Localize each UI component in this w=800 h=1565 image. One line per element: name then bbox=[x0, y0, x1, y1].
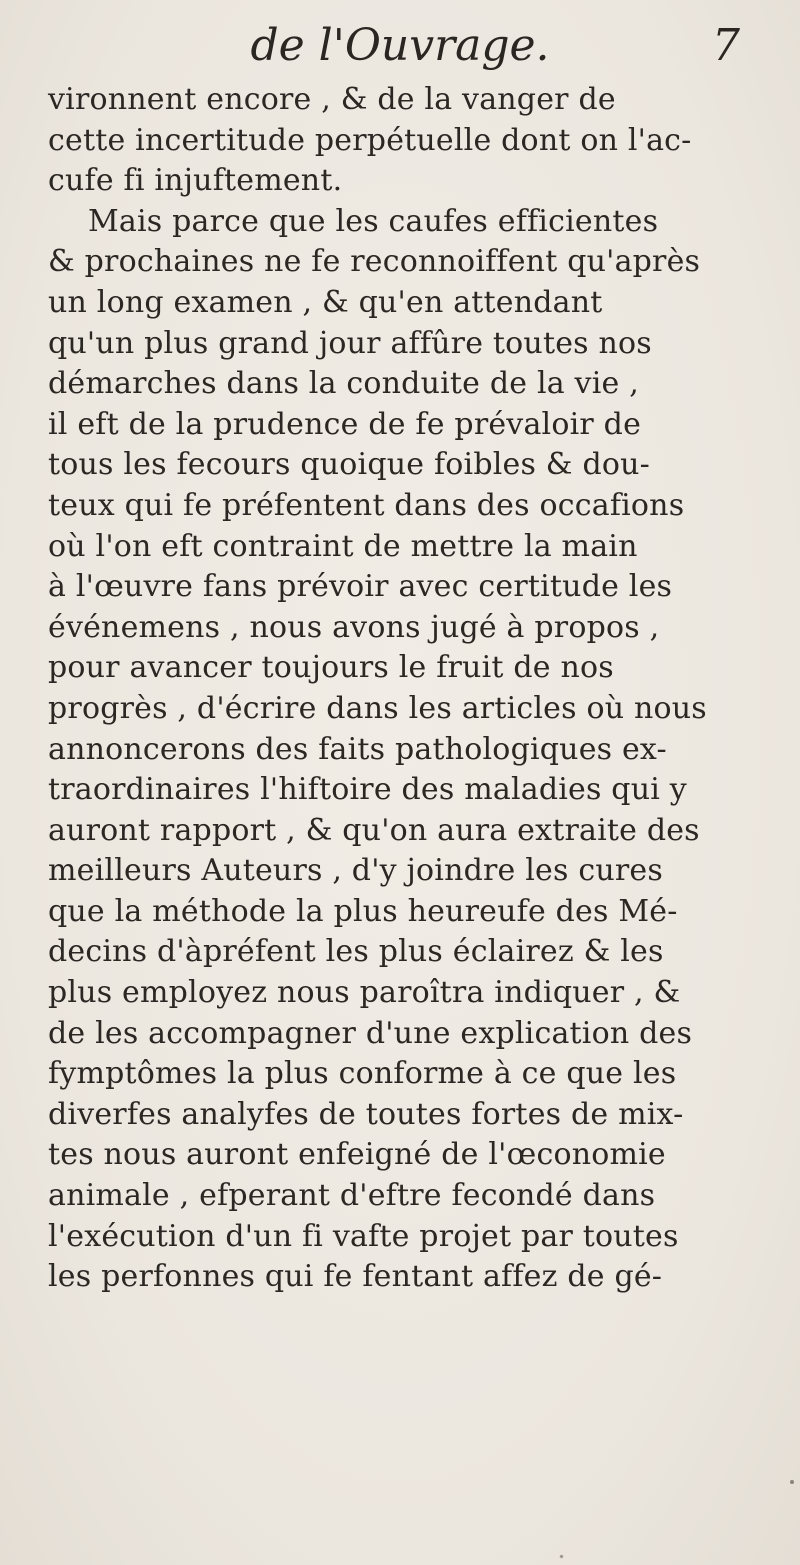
text-line: pour avancer toujours le fruit de nos bbox=[48, 650, 614, 686]
text-line: l'exécution d'un fi vafte projet par toutes bbox=[48, 1218, 679, 1254]
text-line: plus employez nous paroîtra indiquer , & bbox=[48, 975, 681, 1011]
text-line: cufe fi injuftement. bbox=[48, 163, 343, 199]
text-line: annoncerons des faits pathologiques ex- bbox=[48, 731, 667, 767]
paper-speck bbox=[559, 1554, 563, 1558]
paragraph-start-line: Mais parce que les caufes efficientes bbox=[88, 203, 659, 239]
text-line: cette incertitude perpétuelle dont on l'ac- bbox=[48, 122, 692, 158]
text-line: meilleurs Auteurs , d'y joindre les cures bbox=[48, 853, 663, 889]
text-line: à l'œuvre fans prévoir avec certitude les bbox=[48, 569, 673, 605]
running-head bbox=[50, 18, 750, 78]
text-line: & prochaines ne fe reconnoiffent qu'après bbox=[48, 244, 701, 280]
body-text bbox=[48, 80, 758, 1298]
text-line: decins d'àpréfent les plus éclairez & les bbox=[48, 934, 664, 970]
running-title: de l'Ouvrage. bbox=[250, 20, 550, 71]
text-line: où l'on eft contraint de mettre la main bbox=[48, 528, 638, 564]
text-line: qu'un plus grand jour affûre toutes nos bbox=[48, 325, 652, 361]
text-line: tous les fecours quoique foibles & dou- bbox=[48, 447, 650, 483]
text-line: diverfes analyfes de toutes fortes de mix- bbox=[48, 1096, 684, 1132]
text-line: animale , efperant d'eftre fecondé dans bbox=[48, 1178, 656, 1214]
text-line: teux qui fe préfentent dans des occafions bbox=[48, 487, 685, 523]
text-line: fymptômes la plus conforme à ce que les bbox=[48, 1056, 677, 1092]
text-line: démarches dans la conduite de la vie , bbox=[48, 366, 639, 402]
text-line: traordinaires l'hiftoire des maladies qui y bbox=[48, 772, 687, 808]
text-line: progrès , d'écrire dans les articles où nous bbox=[48, 690, 707, 726]
text-line: tes nous auront enfeigné de l'œconomie bbox=[48, 1137, 666, 1173]
text-line: de les accompagner d'une explication des bbox=[48, 1015, 693, 1051]
page-number: 7 bbox=[712, 20, 740, 71]
paper-speck bbox=[790, 1480, 794, 1484]
text-line: événemens , nous avons jugé à propos , bbox=[48, 609, 660, 645]
text-line: il eft de la prudence de fe prévaloir de bbox=[48, 406, 642, 442]
text-line: un long examen , & qu'en attendant bbox=[48, 284, 603, 320]
text-line: auront rapport , & qu'on aura extraite des bbox=[48, 812, 700, 848]
text-line: que la méthode la plus heureufe des Mé- bbox=[48, 893, 678, 929]
text-line: vironnent encore , & de la vanger de bbox=[48, 82, 616, 117]
text-line: les perfonnes qui fe fentant affez de gé- bbox=[48, 1259, 663, 1295]
